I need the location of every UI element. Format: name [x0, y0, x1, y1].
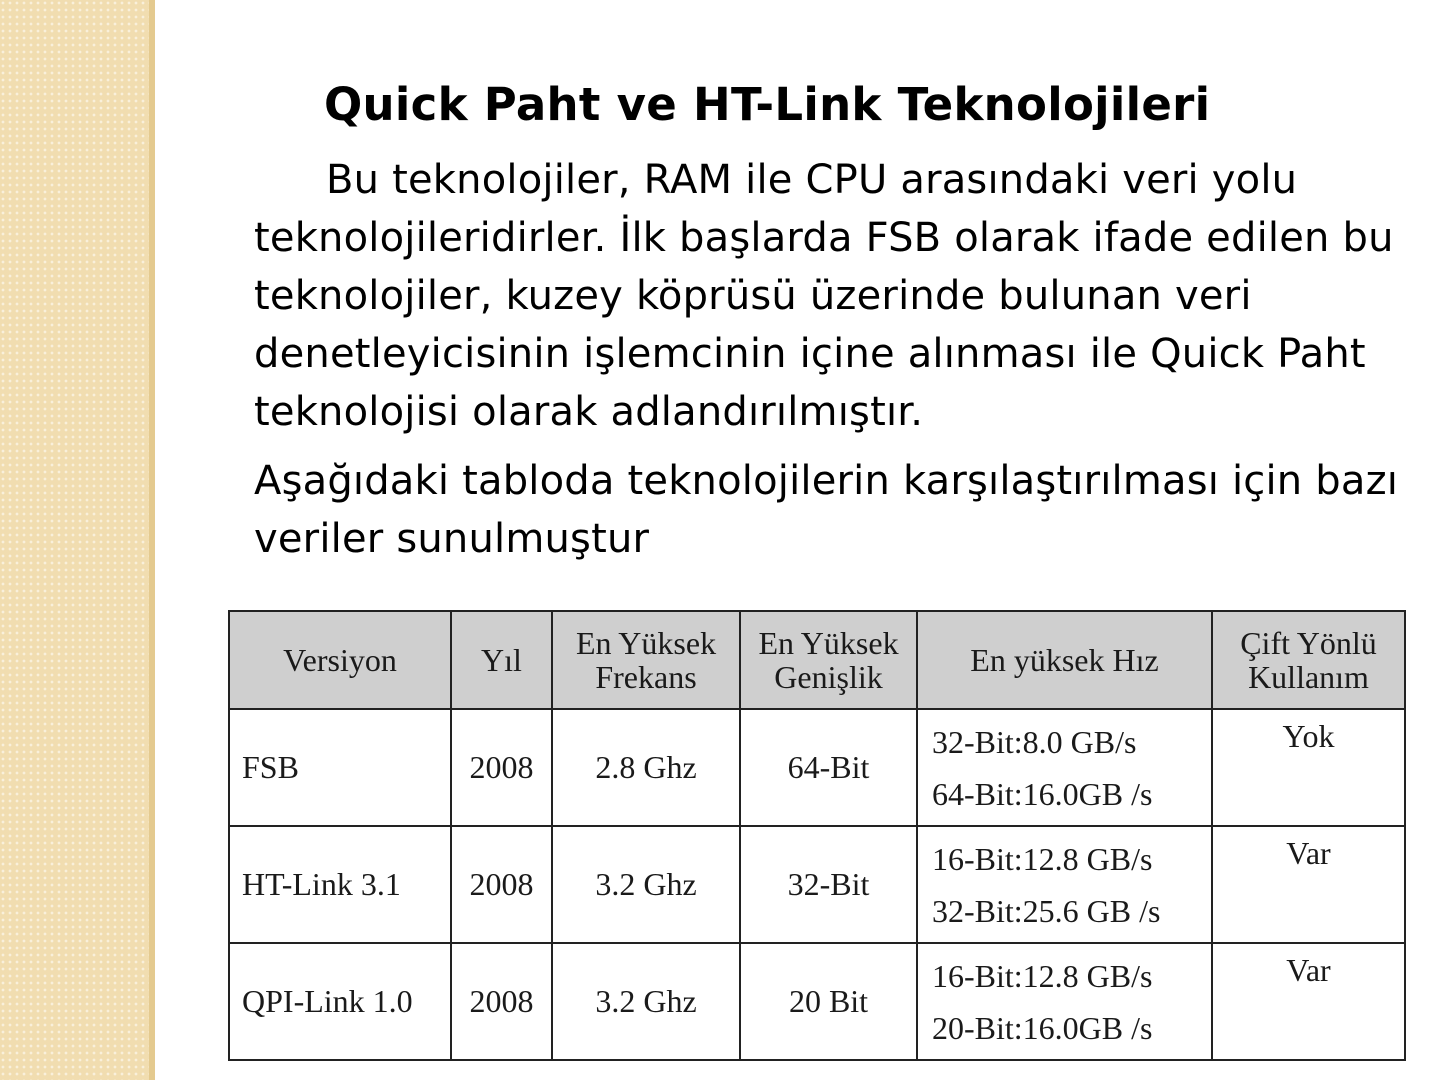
cell-hiz-line2: 20-Bit:16.0GB /s — [932, 1009, 1153, 1046]
cell-versiyon: HT-Link 3.1 — [229, 826, 451, 943]
header-genislik-line1: En Yüksek — [758, 625, 899, 661]
header-genislik — [740, 611, 917, 709]
header-yil: Yıl — [451, 611, 552, 709]
header-cift-yonlu — [1212, 611, 1405, 709]
cell-cift-yonlu: Var — [1212, 943, 1405, 1060]
header-cift-line1: Çift Yönlü — [1240, 625, 1377, 661]
cell-hiz-line2: 32-Bit:25.6 GB /s — [932, 892, 1161, 929]
table-row-fsb — [229, 709, 1405, 826]
cell-cift-yonlu: Var — [1212, 826, 1405, 943]
cell-versiyon: FSB — [229, 709, 451, 826]
cell-cift-yonlu: Yok — [1212, 709, 1405, 826]
cell-frekans: 3.2 Ghz — [552, 943, 740, 1060]
cell-hiz-line1: 16-Bit:12.8 GB/s — [932, 957, 1153, 994]
cell-hiz — [917, 943, 1212, 1060]
cell-frekans: 2.8 Ghz — [552, 709, 740, 826]
cell-genislik: 64-Bit — [740, 709, 917, 826]
cell-genislik: 20 Bit — [740, 943, 917, 1060]
cell-hiz — [917, 709, 1212, 826]
comparison-table-container — [228, 610, 1406, 1061]
table-header-row — [229, 611, 1405, 709]
slide-title: Quick Paht ve HT-Link Teknolojileri — [324, 78, 1211, 131]
header-frekans — [552, 611, 740, 709]
header-frekans-line1: En Yüksek — [575, 625, 717, 661]
cell-yil: 2008 — [451, 709, 552, 826]
header-genislik-line2: Genişlik — [774, 659, 883, 695]
intro-paragraph: Bu teknolojiler, RAM ile CPU arasındaki veri yolu teknolojileridirler. İlk başlarda FSB olarak ifade edilen bu teknolojiler, kuzey köprüsü üzerinde bulunan veri denetleyicisinin işlemcinin içine alınması ile Quick Paht teknolojisi olarak adlandırılmıştır. — [254, 157, 1394, 435]
table-intro-paragraph: Aşağıdaki tabloda teknolojilerin karşılaştırılması için bazı veriler sunulmuştur — [254, 458, 1399, 562]
cell-yil: 2008 — [451, 826, 552, 943]
table-row-qpi-link — [229, 943, 1405, 1060]
cell-versiyon: QPI-Link 1.0 — [229, 943, 451, 1060]
cell-hiz-line2: 64-Bit:16.0GB /s — [932, 775, 1153, 812]
header-frekans-line2: Frekans — [595, 659, 697, 695]
cell-frekans: 3.2 Ghz — [552, 826, 740, 943]
header-versiyon: Versiyon — [229, 611, 451, 709]
header-hiz: En yüksek Hız — [917, 611, 1212, 709]
cell-hiz — [917, 826, 1212, 943]
cell-yil: 2008 — [451, 943, 552, 1060]
cell-hiz-line1: 16-Bit:12.8 GB/s — [932, 840, 1153, 877]
comparison-table — [228, 610, 1406, 1061]
decorative-side-strip — [0, 0, 155, 1080]
cell-hiz-line1: 32-Bit:8.0 GB/s — [932, 723, 1137, 760]
cell-genislik: 32-Bit — [740, 826, 917, 943]
table-row-ht-link — [229, 826, 1405, 943]
header-cift-line2: Kullanım — [1248, 659, 1369, 695]
